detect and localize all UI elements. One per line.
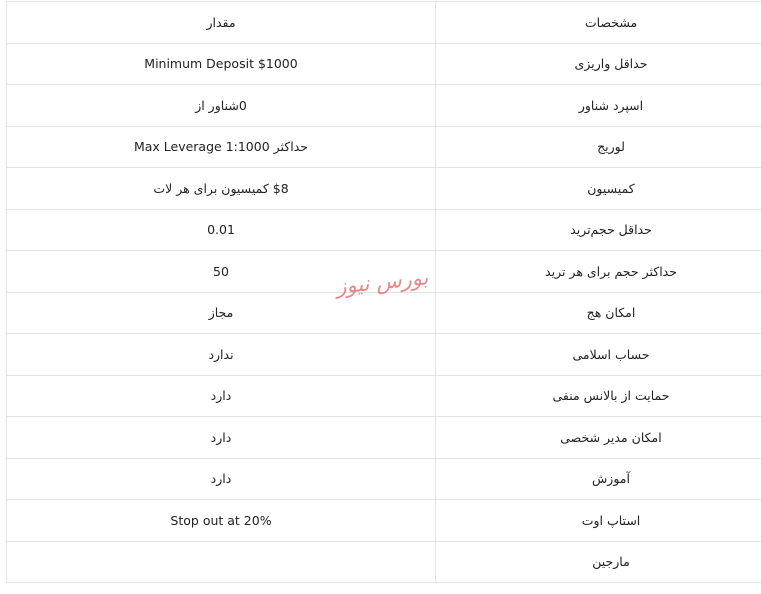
row-label: استاپ اوت — [436, 500, 761, 542]
row-label: مارجین — [436, 541, 761, 583]
row-label: حداقل واریزی — [436, 43, 761, 85]
row-value: Minimum Deposit $1000 — [7, 43, 436, 85]
row-label: حساب اسلامی — [436, 334, 761, 376]
row-value: Stop out at 20% — [7, 500, 436, 542]
specifications-table — [6, 1, 761, 583]
row-value: 0.01 — [7, 209, 436, 251]
table-header-row — [7, 2, 761, 44]
table-row — [7, 43, 761, 85]
table-row — [7, 168, 761, 210]
row-value — [7, 541, 436, 583]
row-label: حداکثر حجم برای هر ترید — [436, 251, 761, 293]
row-value: دارد — [7, 458, 436, 500]
row-label: امکان هج — [436, 292, 761, 334]
header-value: مقدار — [7, 2, 436, 44]
row-label: حداقل حجم‌ترید — [436, 209, 761, 251]
table-row — [7, 334, 761, 376]
row-label: امکان مدیر شخصی — [436, 417, 761, 459]
row-value: دارد — [7, 417, 436, 459]
table-row — [7, 85, 761, 127]
row-value: دارد — [7, 375, 436, 417]
watermark-logo: بورس نیوز — [334, 265, 430, 299]
row-value: $8 کمیسیون برای هر لات — [7, 168, 436, 210]
row-label: اسپرد شناور — [436, 85, 761, 127]
row-label: حمایت از بالانس منفی — [436, 375, 761, 417]
header-label: مشخصات — [436, 2, 761, 44]
table-row — [7, 458, 761, 500]
row-value: Max Leverage 1:1000 حداکثر — [7, 126, 436, 168]
row-label: کمیسیون — [436, 168, 761, 210]
row-label: آموزش — [436, 458, 761, 500]
table-row — [7, 500, 761, 542]
table-row — [7, 417, 761, 459]
table-row — [7, 251, 761, 293]
row-value: ندارد — [7, 334, 436, 376]
table-row — [7, 126, 761, 168]
table-row — [7, 541, 761, 583]
row-value: 50 — [7, 251, 436, 293]
row-value: مجاز — [7, 292, 436, 334]
row-label: لوریج — [436, 126, 761, 168]
table-row — [7, 292, 761, 334]
row-value: 0شناور از — [7, 85, 436, 127]
table-row — [7, 375, 761, 417]
table-row — [7, 209, 761, 251]
